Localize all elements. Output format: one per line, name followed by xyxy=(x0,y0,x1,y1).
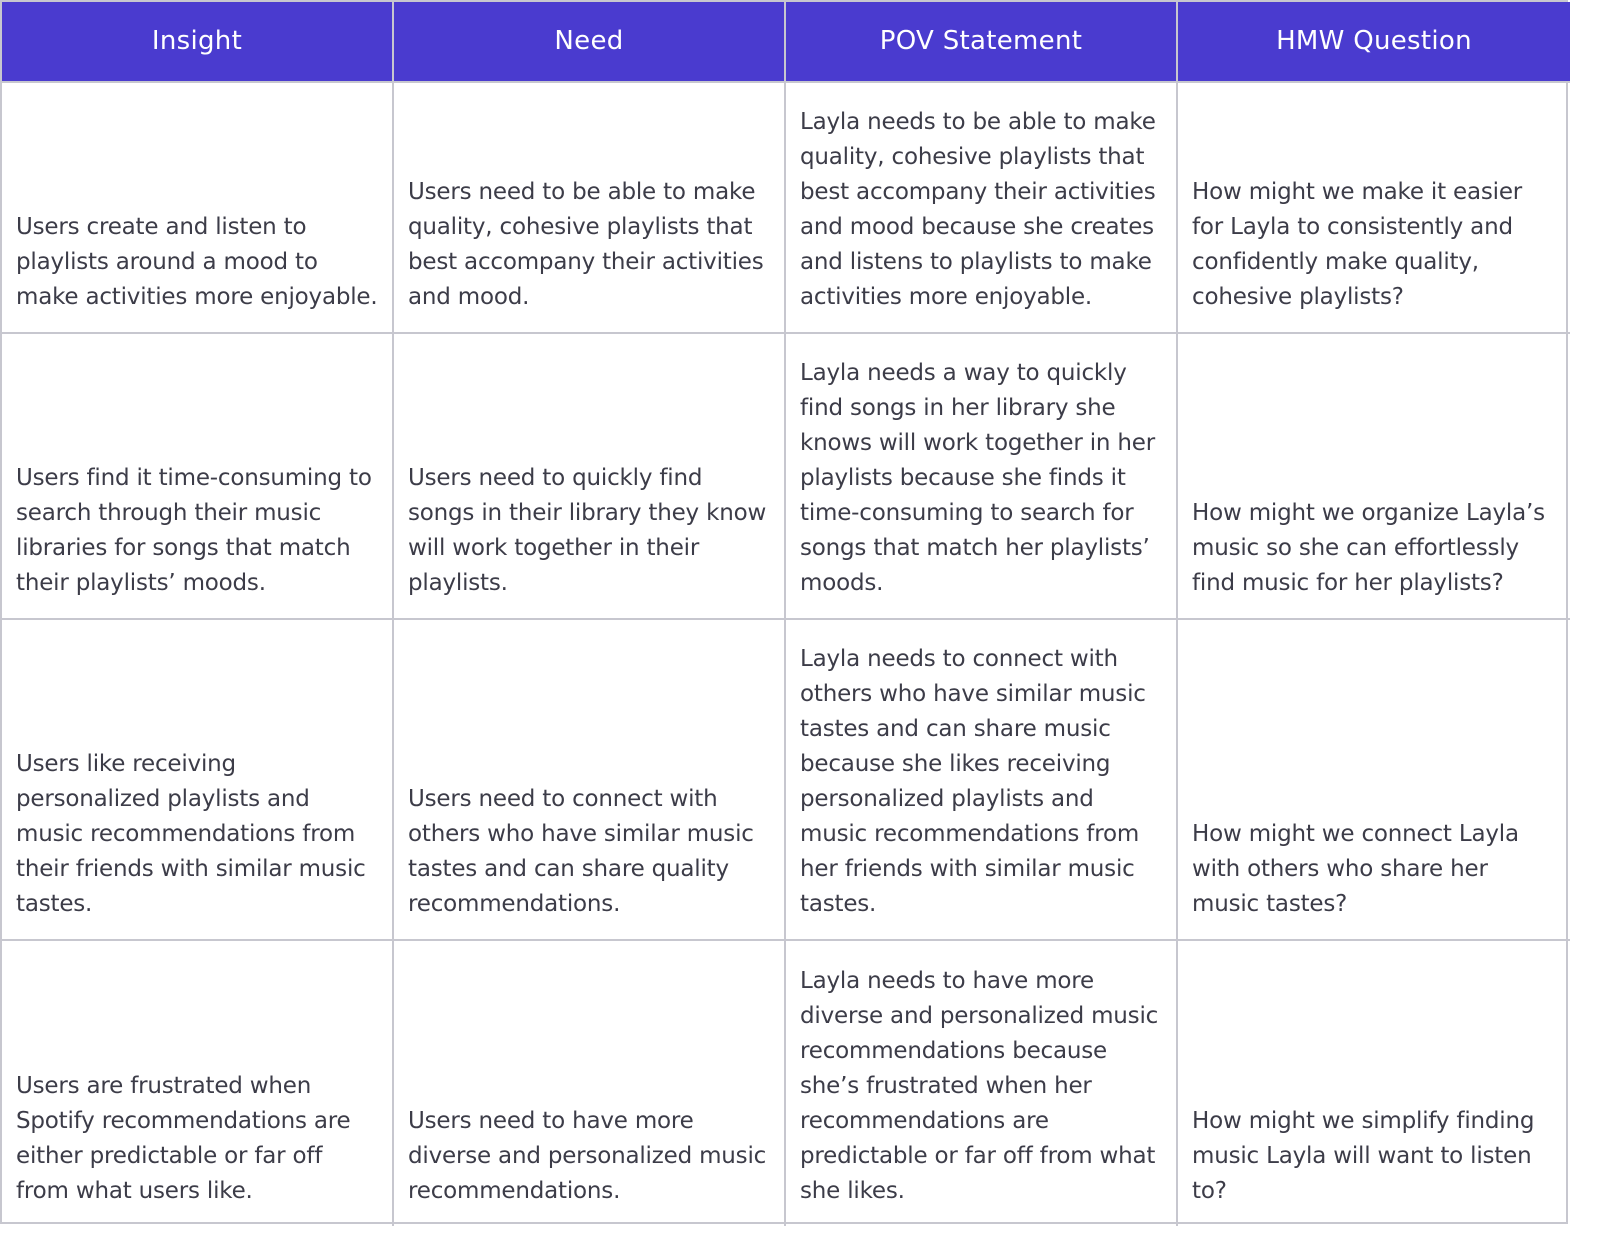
table-cell-hmw: How might we connect Layla with others who share her music tastes? xyxy=(1178,620,1570,941)
table-cell-pov: Layla needs to connect with others who have similar music tastes and can share music because she likes receiving personalized playlists and music recommendations from her friends with similar music tastes. xyxy=(786,620,1178,941)
table-cell-pov: Layla needs a way to quickly find songs in her library she knows will work together in her playlists because she finds it time-consuming to search for songs that match her playlists’ moods. xyxy=(786,334,1178,620)
table-cell-hmw xyxy=(1178,941,1570,1226)
table-cell-pov xyxy=(786,941,1178,1226)
header-need: Need xyxy=(394,2,786,83)
table-cell-insight: Users like receiving personalized playlists and music recommendations from their friends with similar music tastes. xyxy=(2,620,394,941)
table-cell-pov: Layla needs to be able to make quality, cohesive playlists that best accompany their activities and mood because she creates and listens to playlists to make activities more enjoyable. xyxy=(786,83,1178,334)
table-cell-text: Layla needs to have more diverse and personalized music recommendations because she’s frustrated when her recommendations are predictable or far off from what she likes. xyxy=(800,968,1159,1204)
table-cell-insight: Users find it time-consuming to search through their music libraries for songs that match their playlists’ moods. xyxy=(2,334,394,620)
table-cell-text: Users are frustrated when Spotify recommendations are either predictable or far off from what users like. xyxy=(16,1073,351,1204)
table-cell-need: Users need to quickly find songs in their library they know will work together in their playlists. xyxy=(394,334,786,620)
table-cell-need: Users need to connect with others who have similar music tastes and can share quality recommendations. xyxy=(394,620,786,941)
table-cell-text: Users need to have more diverse and personalized music recommendations. xyxy=(408,1108,767,1204)
header-pov-statement: POV Statement xyxy=(786,2,1178,83)
header-insight: Insight xyxy=(2,2,394,83)
table-cell-need xyxy=(394,941,786,1226)
table-cell-text: How might we simplify finding music Layla will want to listen to? xyxy=(1192,1108,1535,1204)
table-cell-insight xyxy=(2,941,394,1226)
header-hmw-question: HMW Question xyxy=(1178,2,1570,83)
table-cell-insight: Users create and listen to playlists around a mood to make activities more enjoyable. xyxy=(2,83,394,334)
table-cell-hmw: How might we organize Layla’s music so she can effortlessly find music for her playlists? xyxy=(1178,334,1570,620)
table-cell-need: Users need to be able to make quality, cohesive playlists that best accompany their activities and mood. xyxy=(394,83,786,334)
table-cell-hmw: How might we make it easier for Layla to consistently and confidently make quality, cohesive playlists? xyxy=(1178,83,1570,334)
